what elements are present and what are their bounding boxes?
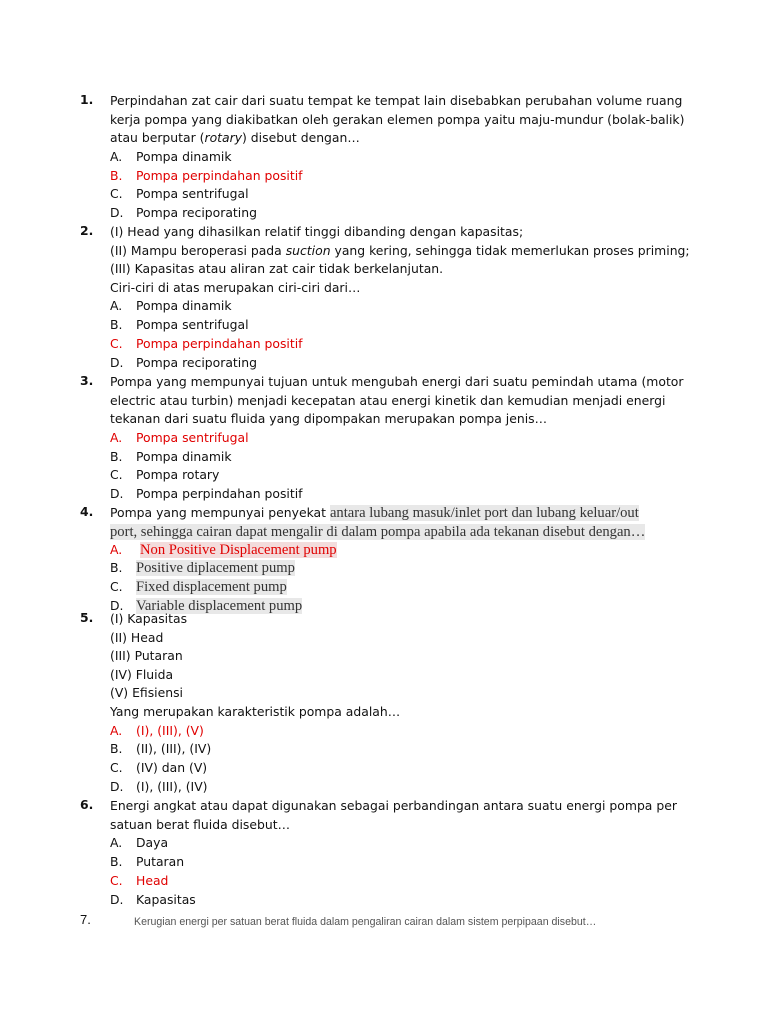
question-7 [80,912,710,932]
option-d: D. Pompa perpindahan positif [110,486,303,502]
question-2 [80,223,690,373]
question-text: (III) Kapasitas atau aliran zat cair tidak berkelanjutan. [110,261,444,277]
option-a: A. Daya [110,835,169,851]
option-c: C. Fixed displacement pump [110,579,287,596]
option-a-answer: A. Pompa sentrifugal [110,429,249,445]
option-c-answer: C. Head [110,872,169,888]
option-d: D. Variable displacement pump [110,597,303,614]
question-number: 4. [80,504,94,519]
option-c: C. Pompa sentrifugal [110,186,249,202]
option-b: B. Pompa dinamik [110,448,232,464]
option-a: A. Pompa dinamik [110,298,232,314]
question-text: Kerugian energi per satuan berat fluida dalam pengaliran cairan dalam sistem perpipaan disebut… [134,916,597,928]
option-d: D. Kapasitas [110,891,196,907]
option-b: B. (II), (III), (IV) [110,741,212,757]
option-d: D. (I), (III), (IV) [110,778,208,794]
question-number: 6. [80,797,94,812]
question-text: (I) Kapasitas [110,611,188,626]
question-text: Ciri-ciri di atas merupakan ciri-ciri dari… [110,279,361,295]
question-text: atau berputar (rotary) disebut dengan… [110,130,360,146]
question-text: (II) Head [110,629,164,645]
option-a: A. Pompa dinamik [110,148,232,164]
question-6 [80,797,677,909]
option-b: B. Putaran [110,853,185,869]
question-text: port, sehingga cairan dapat mengalir di dalam pompa apabila ada tekanan disebut dengan… [110,523,646,540]
question-text: Pompa yang mempunyai penyekat antara lubang masuk/inlet port dan lubang keluar/out [110,505,639,521]
question-text: (I) Head yang dihasilkan relatif tinggi dibanding dengan kapasitas; [110,224,524,239]
question-number: 5. [80,610,94,625]
question-text: (III) Putaran [110,648,183,664]
option-b: B. Positive diplacement pump [110,560,295,577]
option-b-answer: B. Pompa perpindahan positif [110,167,303,183]
question-number: 1. [80,92,94,107]
question-text: Perpindahan zat cair dari suatu tempat ke tempat lain disebabkan perubahan volume ruang [110,93,683,108]
question-text: Energi angkat atau dapat digunakan sebagai perbandingan antara suatu energi pompa per [110,798,677,813]
option-d: D. Pompa reciporating [110,205,257,221]
question-text: tekanan dari suatu fluida yang dipompakan merupakan pompa jenis… [110,411,548,427]
question-text: kerja pompa yang diakibatkan oleh gerakan elemen pompa yaitu maju-mundur (bolak-balik) [110,111,685,127]
question-number: 7. [80,912,91,927]
option-c: C. (IV) dan (V) [110,760,208,776]
question-5 [80,610,670,797]
question-1 [80,92,685,223]
question-4 [80,504,670,616]
question-text: (II) Mampu beroperasi pada suction yang kering, sehingga tidak memerlukan proses priming; [110,242,690,258]
option-c: C. Pompa rotary [110,467,220,483]
question-text: (V) Efisiensi [110,685,183,701]
option-d: D. Pompa reciporating [110,354,257,370]
option-a-answer: A. (I), (III), (V) [110,722,204,738]
question-3 [80,373,684,504]
option-b: B. Pompa sentrifugal [110,317,249,333]
option-c-answer: C. Pompa perpindahan positif [110,335,303,351]
question-number: 2. [80,223,94,238]
question-text: Yang merupakan karakteristik pompa adalah… [110,703,401,719]
question-text: electric atau turbin) menjadi kecepatan atau energi kinetik dan kemudian menjadi energi [110,392,666,408]
question-text: (IV) Fluida [110,666,174,682]
question-number: 3. [80,373,94,388]
question-text: Pompa yang mempunyai tujuan untuk mengubah energi dari suatu pemindah utama (motor [110,374,684,389]
question-text: satuan berat fluida disebut… [110,816,290,832]
option-a-answer: A. Non Positive Displacement pump [110,541,337,558]
